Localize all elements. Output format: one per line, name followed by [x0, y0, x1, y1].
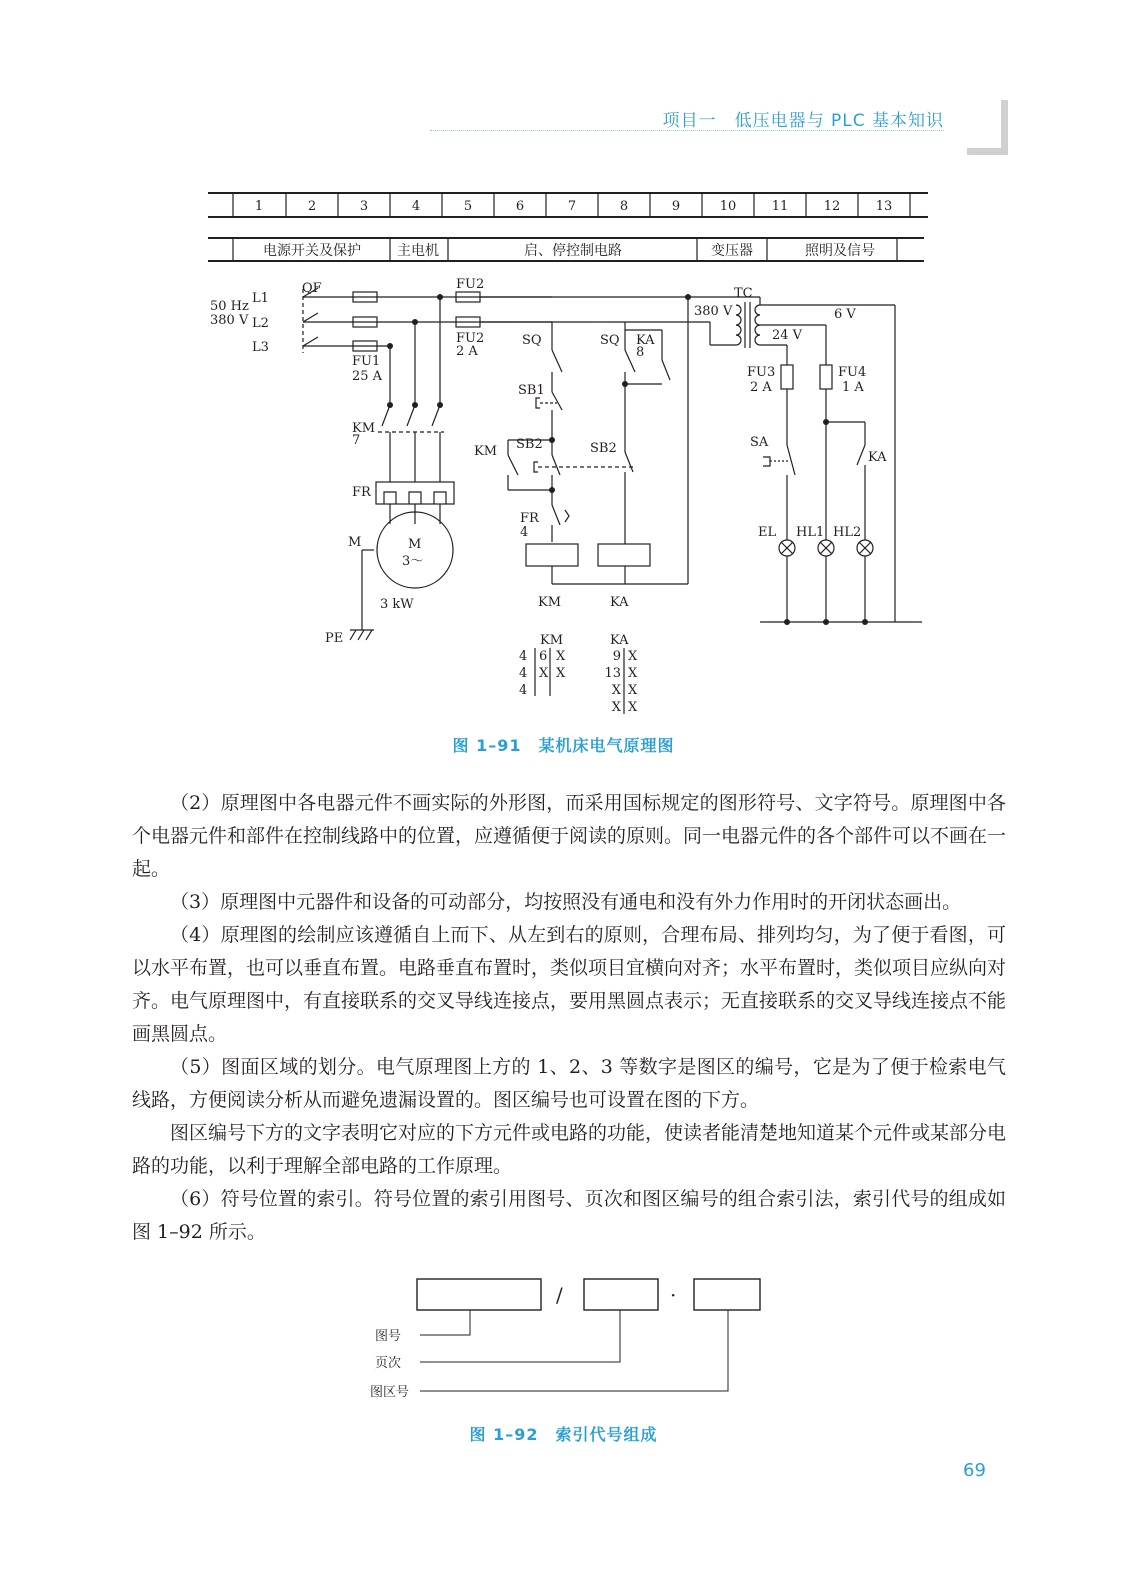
dot-symbol: ·: [670, 1283, 677, 1307]
ka-index-cell: X: [611, 683, 621, 698]
slash-symbol: /: [556, 1283, 563, 1307]
km-index-cell: X: [556, 666, 566, 681]
label: FU1: [352, 354, 381, 369]
paragraph: （2）原理图中各电器元件不画实际的外形图，而采用国标规定的图形符号、文字符号。原理图中各个电器元件和部件在控制线路中的位置，应遵循便于阅读的原则。同一电器元件的各个部件可以不画在一起。: [132, 792, 1007, 880]
label: 7: [352, 433, 361, 448]
label: L1: [252, 291, 269, 306]
km-index-cell: X: [556, 649, 566, 664]
label: 50 Hz: [210, 299, 249, 314]
zone-number: 4: [411, 199, 421, 214]
paragraph: （3）原理图中元器件和设备的可动部分，均按照没有通电和没有外力作用时的开闭状态画出。: [170, 891, 962, 913]
zone-function: 主电机: [397, 243, 439, 259]
zone-number: 13: [875, 199, 893, 214]
zone-number-box: [694, 1279, 760, 1310]
corner-decoration: [967, 100, 1008, 155]
ka-index-cell: X: [628, 683, 638, 698]
paragraph: （5）图面区域的划分。电气原理图上方的 1、2、3 等数字是图区的编号，它是为了便于检索电气线路，方便阅读分析从而避免遗漏设置的。图区编号也可设置在图的下方。: [132, 1056, 1006, 1111]
label: SA: [750, 435, 769, 450]
label: TC: [734, 286, 753, 301]
zone-function: 电源开关及保护: [263, 243, 361, 259]
ka-index-cell: X: [628, 700, 638, 715]
label: 3 kW: [380, 597, 414, 612]
zone-number: 3: [359, 199, 369, 214]
zone-number: 7: [567, 199, 577, 214]
header-title: 项目一 低压电器与 PLC 基本知识: [662, 111, 944, 131]
label: FR: [520, 511, 539, 526]
zone-number: 2: [307, 199, 317, 214]
zone-functions: [263, 242, 875, 259]
km-index-cell: 4: [519, 666, 528, 681]
ka-index-cell: X: [611, 700, 621, 715]
ka-index-cell: 9: [612, 649, 621, 664]
label: M: [408, 537, 422, 552]
label: HL2: [833, 525, 862, 540]
label: 380 V: [694, 304, 733, 319]
label: KM: [538, 595, 562, 610]
paragraph: （6）符号位置的索引。符号位置的索引用图号、页次和图区编号的组合索引法，索引代号的组成如图 1–92 所示。: [132, 1188, 1006, 1243]
ka-index-cell: X: [628, 649, 638, 664]
zone-number: 8: [619, 199, 629, 214]
label: KA: [868, 450, 887, 465]
label: KM: [352, 421, 376, 436]
figure2-label: 图区号: [370, 1385, 410, 1400]
label: SB2: [516, 437, 543, 452]
km-index-title: KM: [540, 633, 564, 648]
label: HL1: [796, 525, 825, 540]
zone-number: 6: [515, 199, 525, 214]
label: 25 A: [352, 369, 383, 384]
running-header: [430, 100, 1010, 160]
paragraph: （4）原理图的绘制应该遵循自上而下、从左到右的原则，合理布局、排列均匀，为了便于看图，可以水平布置，也可以垂直布置。电路垂直布置时，类似项目宜横向对齐；水平布置时，类似项目应纵向对齐。电气原理图中，有直接联系的交叉导线连接点，要用黑圆点表示；无直接联系的交叉导线连接点不能画黑圆点。: [132, 924, 1007, 1045]
label: 2 A: [456, 344, 478, 359]
label: KM: [474, 444, 498, 459]
label: FU3: [747, 365, 776, 380]
label: 6 V: [834, 307, 856, 322]
schematic-diagram: [200, 185, 930, 720]
label: FU4: [838, 365, 867, 380]
ka-index-cell: X: [628, 666, 638, 681]
km-index-cell: 6: [539, 649, 548, 664]
zone-function: 变压器: [711, 243, 753, 259]
label: FU2: [456, 331, 485, 346]
zone-number: 5: [463, 199, 473, 214]
drawing-number-box: [417, 1279, 541, 1310]
label: 4: [520, 525, 529, 540]
label: FU2: [456, 277, 485, 292]
label: QF: [302, 281, 322, 296]
label: SB1: [518, 383, 545, 398]
zone-function: 启、停控制电路: [524, 243, 622, 259]
header-rule: [430, 130, 944, 131]
zone-number: 10: [719, 199, 737, 214]
label: L2: [252, 316, 269, 331]
zone-number: 9: [671, 199, 681, 214]
zone-number: 1: [254, 199, 264, 214]
label: SQ: [600, 333, 620, 348]
label: KA: [636, 333, 655, 348]
ka-index-title: KA: [610, 633, 629, 648]
page-number: 69: [963, 1460, 986, 1481]
label: KA: [610, 595, 629, 610]
label: 2 A: [750, 380, 772, 395]
label: 1 A: [842, 380, 864, 395]
label: 24 V: [772, 328, 803, 343]
body-text: [132, 787, 1006, 1249]
label: L3: [252, 340, 269, 355]
paragraph: 图区编号下方的文字表明它对应的下方元件或电路的功能，使读者能清楚地知道某个元件或某部分电路的功能，以利于理解全部电路的工作原理。: [132, 1122, 1007, 1177]
zone-numbers: [255, 199, 892, 214]
figure-caption-1-92: 图 1–92 索引代号组成: [469, 1425, 658, 1444]
label: 3～: [402, 554, 424, 569]
component-labels: [210, 277, 887, 646]
figure-caption-1-91: 图 1–91 某机床电气原理图: [452, 736, 675, 755]
figure2-label: 页次: [375, 1356, 402, 1371]
contact-index: [519, 633, 638, 715]
label: PE: [325, 631, 344, 646]
label: 8: [636, 345, 645, 360]
label: M: [348, 535, 362, 550]
figure2-label: 图号: [375, 1329, 402, 1344]
ka-index-cell: 13: [604, 666, 621, 681]
label: EL: [758, 525, 777, 540]
label: FR: [352, 485, 371, 500]
label: 380 V: [210, 313, 249, 328]
page-number-box: [584, 1279, 658, 1310]
label: SQ: [522, 333, 542, 348]
label: SB2: [590, 441, 617, 456]
zone-number: 11: [771, 199, 789, 214]
index-code-diagram: [360, 1272, 780, 1407]
km-index-cell: 4: [519, 683, 528, 698]
zone-number: 12: [823, 199, 841, 214]
zone-function: 照明及信号: [805, 243, 875, 259]
km-index-cell: X: [539, 666, 549, 681]
km-index-cell: 4: [519, 649, 528, 664]
